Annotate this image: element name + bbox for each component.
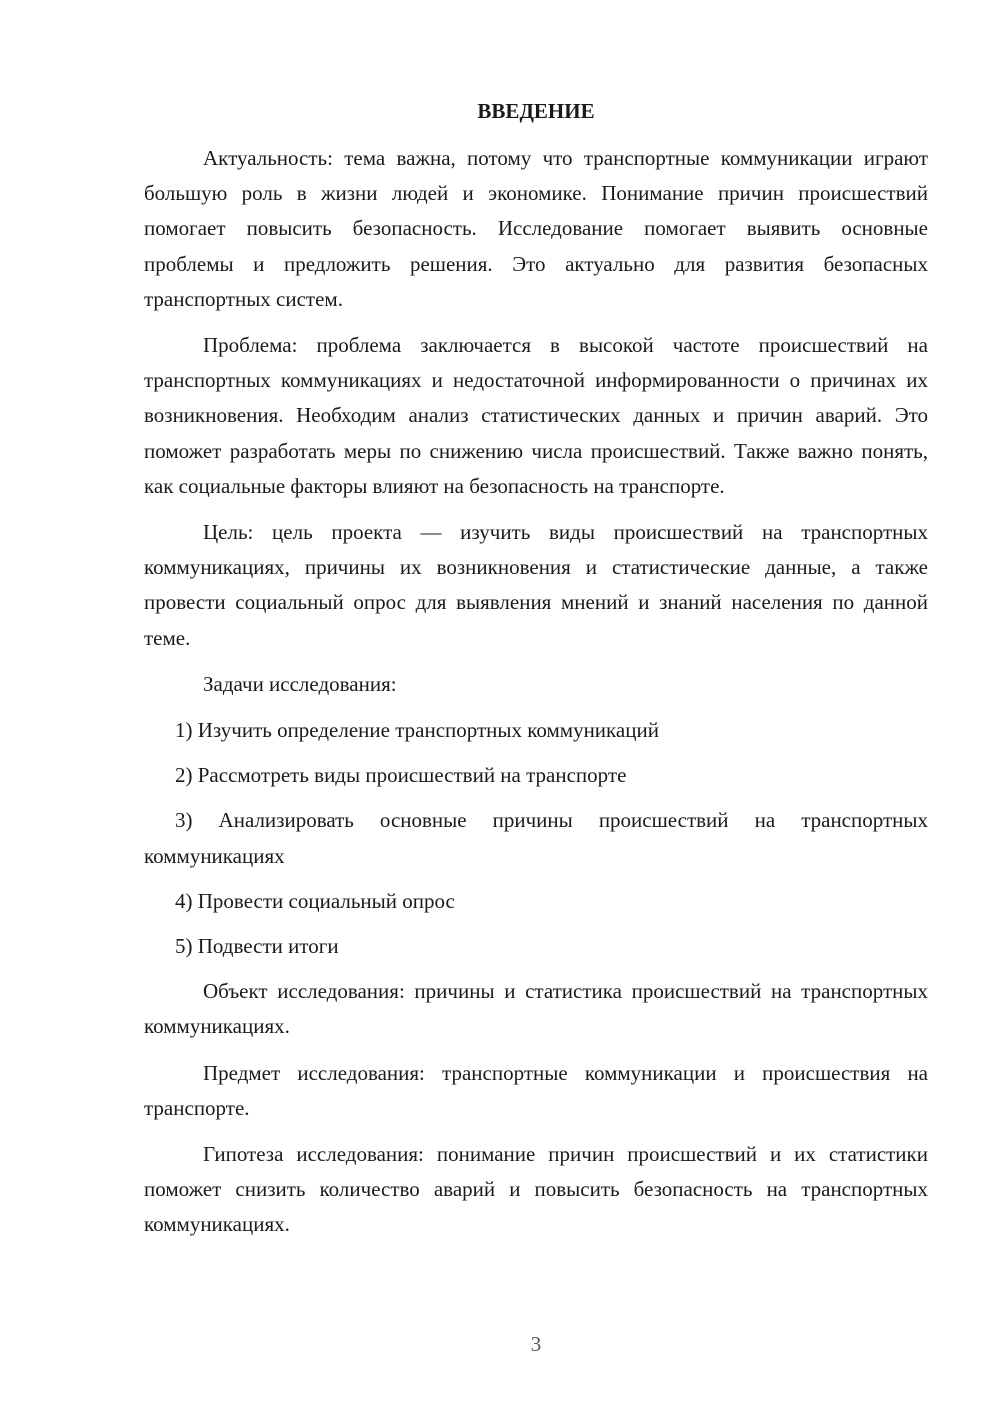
relevance-paragraph: Актуальность: тема важна, потому что транспортные коммуникации играют большую роль в жизни людей и экономике. Понимание причин происшествий помогает повысить безопасность. Исследование помогает выявить основные проблемы и предложить решения. Это актуально для развития безопасных транспортных систем. <box>144 146 928 311</box>
list-item: 5) Подвести итоги <box>175 934 339 959</box>
list-item: 3) Анализировать основные причины происшествий на транспортных коммуникациях <box>144 808 928 868</box>
section-heading: ВВЕДЕНИЕ <box>477 99 595 123</box>
goal-paragraph: Цель: цель проекта — изучить виды происшествий на транспортных коммуникациях, причины их возникновения и статистические данные, а также провести социальный опрос для выявления мнений и знаний населения по данной теме. <box>144 520 928 650</box>
list-item: 4) Провести социальный опрос <box>175 888 455 913</box>
list-item: 1) Изучить определение транспортных коммуникаций <box>175 718 659 743</box>
document-page <box>144 94 928 1254</box>
tasks-list <box>144 713 928 964</box>
page-number: 3 <box>530 1332 542 1356</box>
subject-paragraph: Предмет исследования: транспортные коммуникации и происшествия на транспорте. <box>144 1060 928 1120</box>
list-item: 2) Рассмотреть виды происшествий на транспорте <box>175 763 627 788</box>
problem-paragraph: Проблема: проблема заключается в высокой частоте происшествий на транспортных коммуникациях и недостаточной информированности о причинах их возникновения. Необходим анализ статистических данных и причин аварий. Это поможет разработать меры по снижению числа происшествий. Также важно понять, как социальные факторы влияют на безопасность на транспорте. <box>144 333 928 498</box>
tasks-intro: Задачи исследования: <box>203 671 397 696</box>
hypothesis-paragraph: Гипотеза исследования: понимание причин происшествий и их статистики поможет снизить количество аварий и повысить безопасность на транспортных коммуникациях. <box>144 1142 928 1237</box>
object-paragraph: Объект исследования: причины и статистика происшествий на транспортных коммуникациях. <box>144 979 928 1039</box>
